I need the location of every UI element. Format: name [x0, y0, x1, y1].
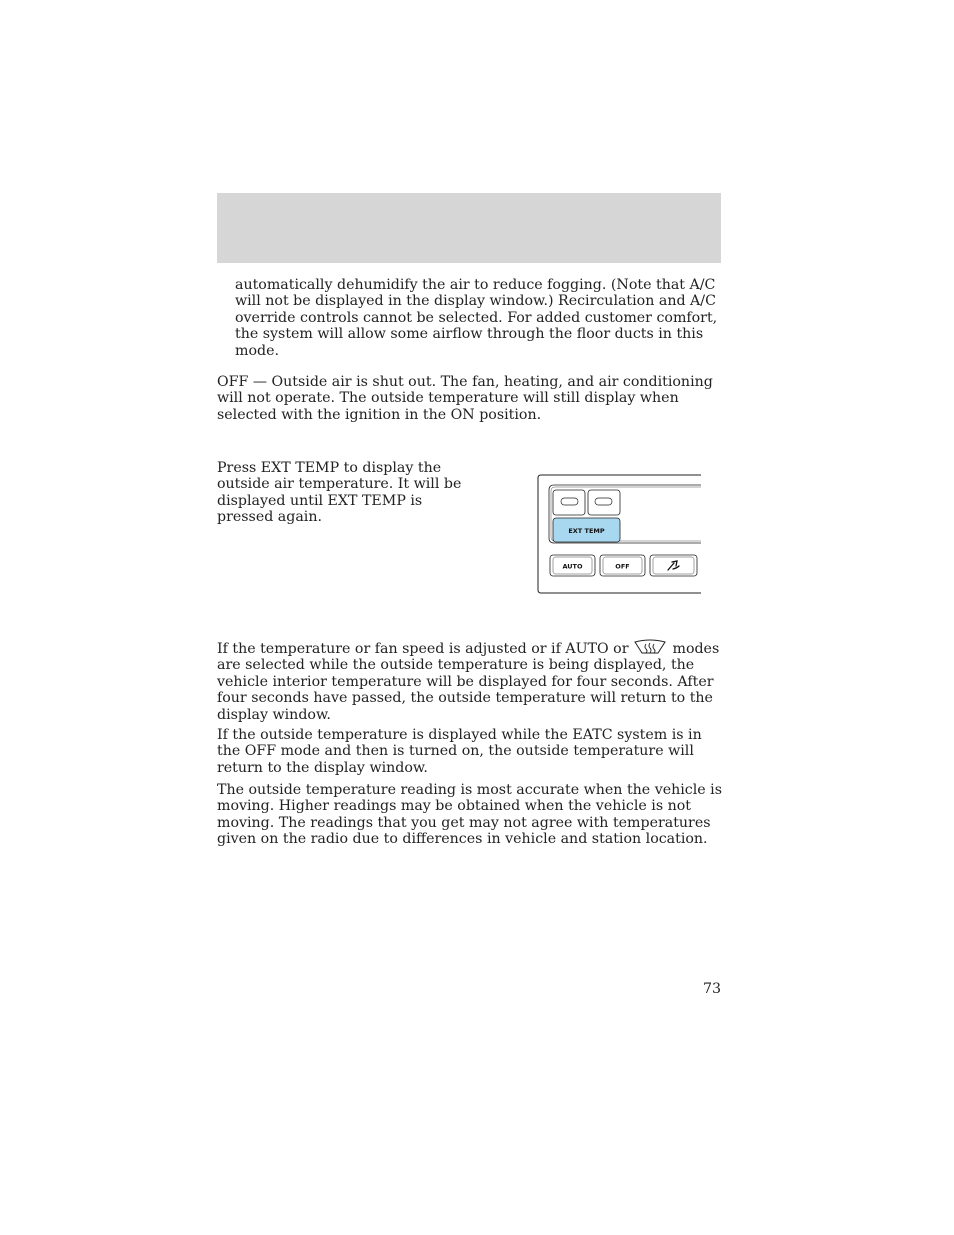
defrost-icon	[632, 639, 668, 655]
paragraph-defrost-continued: automatically dehumidify the air to reduce fogging. (Note that A/C will not be displayed in the display window.) Recirculation and A/C override controls cannot be selected. For added customer comfort, the system will allow some airflow through the floor ducts in this mode.	[235, 277, 718, 359]
auto-label: AUTO	[562, 562, 583, 571]
paragraph-eatc-off: If the outside temperature is displayed while the EATC system is in the OFF mode and then is turned on, the outside temperature will return to the display window.	[217, 727, 702, 776]
adjust-text-after: modes are selected while the outside temperature is being displayed, the vehicle interior temperature will be displayed for four seconds. After four seconds have passed, the outside temperature will return to the display window.	[217, 641, 720, 723]
off-label: OFF	[615, 562, 630, 571]
control-panel-drawing	[537, 474, 707, 594]
paragraph-accuracy: The outside temperature reading is most accurate when the vehicle is moving. Higher readings may be obtained when the vehicle is not moving. The readings that you get may not agree with temperatures given on the radio due to differences in vehicle and station location.	[217, 782, 722, 848]
ext-temp-label: EXT TEMP	[568, 527, 605, 535]
airflow-mode-button	[650, 555, 697, 576]
paragraph-adjust-temperature	[217, 639, 727, 723]
section-header-band	[217, 193, 721, 263]
paragraph-off-mode: OFF — Outside air is shut out. The fan, heating, and air conditioning will not operate. The outside temperature will still display when selected with the ignition in the ON position.	[217, 374, 713, 423]
page-number: 73	[702, 981, 721, 997]
adjust-text-before: If the temperature or fan speed is adjusted or if AUTO or	[217, 641, 629, 657]
climate-control-illustration	[537, 474, 707, 594]
paragraph-ext-temp: Press EXT TEMP to display the outside air temperature. It will be displayed until EXT TEMP is pressed again.	[217, 460, 462, 526]
